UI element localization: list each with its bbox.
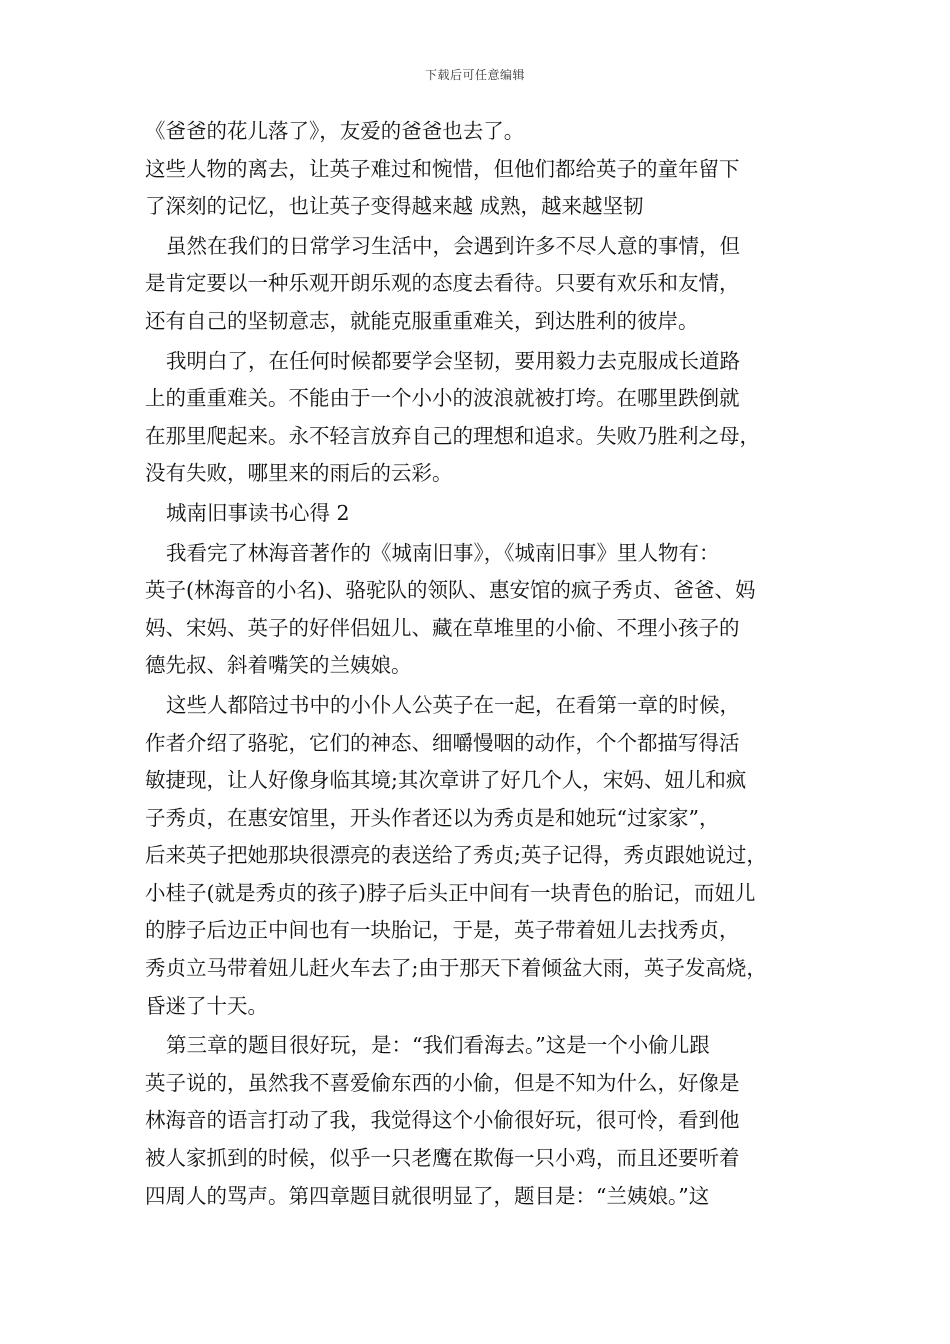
text-line: 《爸爸的花儿落了》，友爱的爸爸也去了。 bbox=[145, 119, 525, 143]
text-line: 英子(林海音的小名)、骆驼队的领队、惠安馆的疯子秀贞、爸爸、妈 bbox=[145, 578, 756, 603]
text-line: 秀贞立马带着妞儿赶火车去了;由于那天下着倾盆大雨，英子发高烧， bbox=[145, 956, 767, 981]
text-line: 上的重重难关。不能由于一个小小的波浪就被打垮。在哪里跌倒就 bbox=[145, 386, 740, 411]
text-line: 我明白了，在任何时候都要学会坚韧，要用毅力去克服成长道路 bbox=[166, 348, 740, 373]
text-line: 这些人都陪过书中的小仆人公英子在一起，在看第一章的时候， bbox=[166, 692, 740, 717]
text-line: 城南旧事读书心得 2 bbox=[166, 500, 350, 525]
text-line: 敏捷现，让人好像身临其境;其次章讲了好几个人，宋妈、妞儿和疯 bbox=[145, 768, 747, 793]
text-line: 第三章的题目很好玩，是：“我们看海去。”这是一个小偷儿跟 bbox=[166, 1033, 710, 1058]
text-line: 林海音的语言打动了我，我觉得这个小偷很好玩，很可怜，看到他 bbox=[145, 1108, 740, 1133]
text-line: 作者介绍了骆驼，它们的神态、细嚼慢咽的动作，个个都描写得活 bbox=[145, 730, 740, 755]
text-line: 我看完了林海音著作的《城南旧事》，《城南旧事》里人物有： bbox=[166, 540, 720, 565]
document-body bbox=[145, 113, 825, 1215]
text-line: 子秀贞，在惠安馆里，开头作者还以为秀贞是和她玩“过家家”， bbox=[145, 805, 720, 830]
text-line: 小桂子(就是秀贞的孩子)脖子后头正中间有一块青色的胎记，而妞儿 bbox=[145, 880, 756, 905]
text-line: 在那里爬起来。永不轻言放弃自己的理想和追求。失败乃胜利之母， bbox=[145, 423, 760, 448]
text-line: 妈、宋妈、英子的好伴侣妞儿、藏在草堆里的小偷、不理小孩子的 bbox=[145, 615, 740, 640]
text-line: 虽然在我们的日常学习生活中，会遇到许多不尽人意的事情，但 bbox=[166, 233, 740, 258]
text-line: 英子说的，虽然我不喜爱偷东西的小偷，但是不知为什么，好像是 bbox=[145, 1070, 740, 1095]
text-line: 昏迷了十天。 bbox=[145, 993, 268, 1018]
text-line: 德先叔、斜着嘴笑的兰姨娘。 bbox=[145, 653, 412, 678]
text-line: 的脖子后边正中间也有一块胎记，于是，英子带着妞儿去找秀贞， bbox=[145, 918, 740, 943]
text-line: 是肯定要以一种乐观开朗乐观的态度去看待。只要有欢乐和友情， bbox=[145, 271, 740, 296]
text-line: 没有失败，哪里来的雨后的云彩。 bbox=[145, 461, 453, 486]
text-line: 还有自己的坚韧意志，就能克服重重难关，到达胜利的彼岸。 bbox=[145, 308, 699, 333]
text-line: 了深刻的记忆，也让英子变得越来越 成熟，越来越坚韧 bbox=[145, 194, 644, 219]
text-line: 被人家抓到的时候，似乎一只老鹰在欺侮一只小鸡，而且还要听着 bbox=[145, 1146, 740, 1171]
page-header: 下载后可任意编辑 bbox=[424, 68, 525, 82]
text-line: 后来英子把她那块很漂亮的表送给了秀贞;英子记得，秀贞跟她说过， bbox=[145, 843, 767, 868]
text-line: 四周人的骂声。第四章题目就很明显了，题目是：“兰姨娘。”这 bbox=[145, 1183, 710, 1208]
text-line: 这些人物的离去，让英子难过和惋惜，但他们都给英子的童年留下 bbox=[145, 156, 740, 181]
